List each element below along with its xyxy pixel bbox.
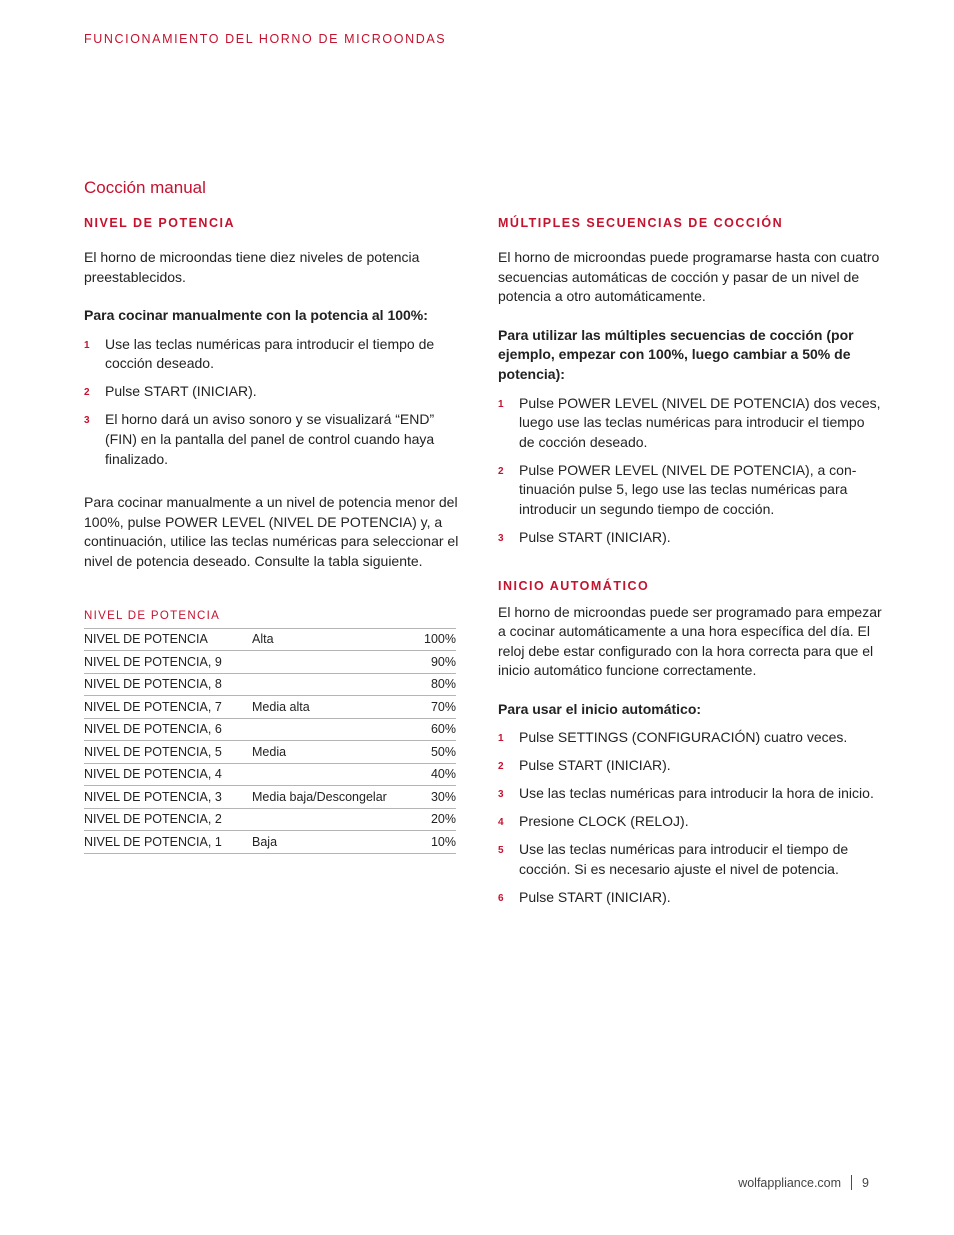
power-level-intro: El horno de microondas tiene diez niveles de potencia preestablecidos. <box>84 249 420 285</box>
level-cell: NIVEL DE POTENCIA, 2 <box>84 808 252 831</box>
table-row <box>84 718 456 741</box>
step-number: 3 <box>498 532 504 544</box>
list-item <box>498 784 883 804</box>
list-item <box>498 840 883 879</box>
level-cell: NIVEL DE POTENCIA, 3 <box>84 786 252 809</box>
description-cell: Baja <box>252 831 417 854</box>
left-column <box>84 214 464 854</box>
level-cell: NIVEL DE POTENCIA, 1 <box>84 831 252 854</box>
level-cell: NIVEL DE POTENCIA, 6 <box>84 718 252 741</box>
step-number: 6 <box>498 892 504 904</box>
manual-100-lead: Para cocinar manualmente con la potencia al 100%: <box>84 307 428 324</box>
list-item <box>498 528 883 548</box>
percent-cell: 40% <box>417 763 456 786</box>
step-number: 3 <box>84 415 90 427</box>
list-item <box>498 728 883 748</box>
step-text: Pulse START (INICIAR). <box>519 528 671 545</box>
page-number: 9 <box>862 1175 869 1190</box>
percent-cell: 10% <box>417 831 456 854</box>
percent-cell: 50% <box>417 741 456 764</box>
step-text: Pulse POWER LEVEL (NIVEL DE POTENCIA) dos veces, luego use las teclas numéricas para introducir el tiempo de cocción deseado. <box>519 394 881 450</box>
list-item <box>84 335 464 374</box>
step-text: Pulse START (INICIAR). <box>519 888 671 905</box>
multi-sequence-intro: El horno de microondas puede programarse hasta con cuatro secuencias automáticas de cocción y pasar de un nivel de potencia a otro automáticamente. <box>498 249 880 305</box>
lower-power-paragraph: Para cocinar manualmente a un nivel de potencia menor del 100%, pulse POWER LEVEL (NIVEL DE POTENCIA) y, a continuación, utilice las teclas numéricas para seleccionar el nivel de potencia deseado. Consulte la tabla siguiente. <box>84 494 459 569</box>
list-item <box>498 812 883 832</box>
percent-cell: 20% <box>417 808 456 831</box>
list-item <box>498 461 883 520</box>
table-row <box>84 831 456 854</box>
section-title: Cocción manual <box>84 178 206 197</box>
description-cell <box>252 651 417 674</box>
auto-start-steps <box>498 728 883 907</box>
description-cell <box>252 673 417 696</box>
list-item <box>498 756 883 776</box>
table-row <box>84 741 456 764</box>
list-item <box>498 394 883 453</box>
manual-100-steps <box>84 335 464 469</box>
description-cell: Alta <box>252 628 417 651</box>
step-text: Pulse POWER LEVEL (NIVEL DE POTENCIA), a con-tinuación pulse 5, lego use las teclas numéricas para introducir un segundo tiempo de cocción. <box>519 461 857 517</box>
step-number: 1 <box>498 733 504 745</box>
step-number: 1 <box>498 398 504 410</box>
level-cell: NIVEL DE POTENCIA, 7 <box>84 696 252 719</box>
footer <box>738 1175 869 1190</box>
percent-cell: 100% <box>417 628 456 651</box>
running-head: FUNCIONAMIENTO DEL HORNO DE MICROONDAS <box>84 32 447 46</box>
footer-separator <box>851 1175 852 1190</box>
step-number: 2 <box>498 465 504 477</box>
table-row <box>84 808 456 831</box>
percent-cell: 90% <box>417 651 456 674</box>
step-text: Pulse START (INICIAR). <box>519 757 671 774</box>
step-text: Pulse SETTINGS (CONFIGURACIÓN) cuatro veces. <box>519 729 848 746</box>
table-title: NIVEL DE POTENCIA <box>84 609 221 622</box>
step-number: 1 <box>84 339 90 351</box>
description-cell <box>252 718 417 741</box>
step-text: Use las teclas numéricas para introducir el tiempo de cocción. Si es necesario ajuste el nivel de potencia. <box>519 841 849 877</box>
multi-sequence-subhead: MÚLTIPLES SECUENCIAS DE COCCIÓN <box>498 216 784 230</box>
step-text: El horno dará un aviso sonoro y se visualizará “END” (FIN) en la pantalla del panel de control cuando haya finalizado. <box>105 411 435 467</box>
level-cell: NIVEL DE POTENCIA, 4 <box>84 763 252 786</box>
list-item <box>498 888 883 908</box>
step-text: Pulse START (INICIAR). <box>105 383 257 400</box>
description-cell: Media alta <box>252 696 417 719</box>
power-level-table <box>84 628 456 854</box>
step-number: 3 <box>498 789 504 801</box>
step-text: Use las teclas numéricas para introducir el tiempo de cocción deseado. <box>105 335 435 372</box>
website-link[interactable]: wolfappliance.com <box>738 1175 842 1190</box>
step-number: 4 <box>498 817 504 829</box>
table-row <box>84 673 456 696</box>
description-cell <box>252 808 417 831</box>
percent-cell: 80% <box>417 673 456 696</box>
list-item <box>84 410 464 469</box>
level-cell: NIVEL DE POTENCIA, 5 <box>84 741 252 764</box>
level-cell: NIVEL DE POTENCIA <box>84 628 252 651</box>
table-row <box>84 763 456 786</box>
step-number: 2 <box>498 761 504 773</box>
auto-start-lead: Para usar el inicio automático: <box>498 700 702 717</box>
power-level-subhead: NIVEL DE POTENCIA <box>84 216 235 230</box>
table-row <box>84 628 456 651</box>
multi-sequence-lead: Para utilizar las múltiples secuencias de cocción (por ejemplo, empezar con 100%, luego cambiar a 50% de potencia): <box>498 326 854 382</box>
percent-cell: 70% <box>417 696 456 719</box>
percent-cell: 30% <box>417 786 456 809</box>
step-text: Use las teclas numéricas para introducir la hora de inicio. <box>519 785 874 802</box>
right-column <box>498 214 883 908</box>
description-cell <box>252 763 417 786</box>
step-number: 2 <box>84 387 90 399</box>
auto-start-intro: El horno de microondas puede ser programado para empezar a cocinar automáticamente a una hora específica del día. El reloj debe estar configurado con la hora correcta para que el inicio automático funcione correctamente. <box>498 603 882 679</box>
level-cell: NIVEL DE POTENCIA, 9 <box>84 651 252 674</box>
description-cell: Media <box>252 741 417 764</box>
percent-cell: 60% <box>417 718 456 741</box>
step-number: 5 <box>498 845 504 857</box>
list-item <box>84 382 464 402</box>
table-row <box>84 786 456 809</box>
multi-sequence-steps <box>498 394 883 548</box>
auto-start-subhead: INICIO AUTOMÁTICO <box>498 578 650 593</box>
table-row <box>84 696 456 719</box>
level-cell: NIVEL DE POTENCIA, 8 <box>84 673 252 696</box>
step-text: Presione CLOCK (RELOJ). <box>519 813 689 830</box>
description-cell: Media baja/Descongelar <box>252 786 417 809</box>
table-row <box>84 651 456 674</box>
